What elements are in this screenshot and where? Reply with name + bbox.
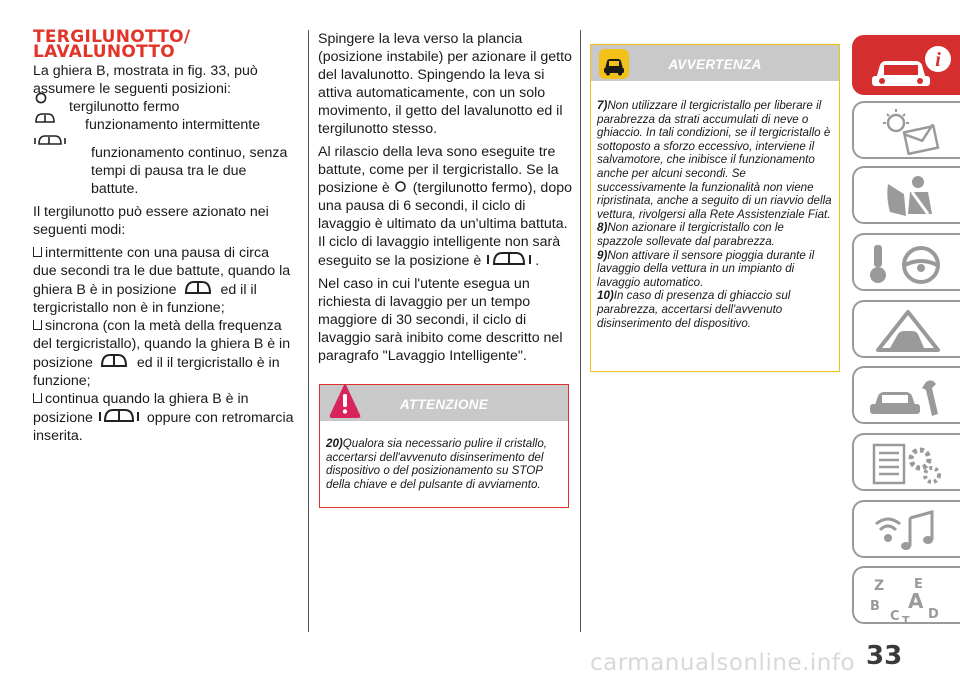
position-off: tergilunotto fermo [33,98,295,116]
warning-header: AVVERTENZA [591,45,839,81]
attention-header: ATTENZIONE [320,385,568,421]
tab-car-info[interactable] [852,35,960,95]
music-note-icon [866,508,956,554]
car-info-icon [866,43,956,91]
svg-text:C: C [890,609,900,624]
svg-text:T: T [902,614,910,624]
tab-maintenance[interactable] [852,366,960,424]
mode-item: continua quando la ghiera B è in posizione oppure con retromarcia inserita. [33,391,294,444]
column-left [33,27,295,445]
mode-item: sincrona (con la metà della frequenza del tergicristallo), quando la ghiera B è in posizione ed il il tergicristallo è in funzione; [33,318,291,389]
wiper-off-icon [394,180,407,193]
column-divider [580,30,581,632]
paragraph: Spingere la leva verso la plancia (posizione instabile) per azionare il getto del lavalunotto. Spingendo la leva si attiva automaticamente, con un solo movimento, il getto del lavalunotto ed il tergilunotto stesso. [318,31,572,137]
wiper-continuous-icon [97,408,141,423]
position-continuous: funzionamento continuo, senza tempi di pausa tra le due battute. [33,134,295,198]
svg-text:D: D [928,607,939,622]
warning-triangle-icon [866,308,956,354]
warning-box [590,44,840,372]
column-divider [308,30,309,632]
tab-multimedia[interactable] [852,500,960,558]
alphabet-index-icon [866,574,956,624]
attention-body: 20)Qualora sia necessario pulire il cristallo, accertarsi dell'avvenuto disinserimento del dispositivo o del posizionamento su STOP della chiave e del pulsante di avviamento. [326,437,548,491]
svg-text:E: E [914,577,923,592]
wiper-intermittent-icon [181,280,215,295]
car-wrench-icon [866,374,956,420]
wiper-continuous-icon [485,251,533,266]
bullet-icon [33,393,42,403]
warning-body: 7)Non utilizzare il tergicristallo per liberare il parabrezza da strati accumulati di neve o ghiaccio. In tali condizioni, se il tergicristallo è sottoposto a sforzo eccessivo, interviene il salvamotore, che inibisce il funzionamento anche per alcuni secondi. Se successivamente la funzionalità non viene ripristinata, anche a seguito di un riavvio della vettura, rivolgersi alla Rete Assistenziale Fiat. 8)Non azionare il tergicristallo con le spazzole sollevate dal parabrezza. 9)Non attivare il sensore pioggia durante il lavaggio della vettura in un impianto di lavaggio automatico. 10)In caso di presenza di ghiaccio sul parabrezza, accertarsi dell'avvenuto disinserimento del dispositivo. [597,99,832,330]
tab-warning-lights[interactable] [852,101,960,159]
intro-paragraph: La ghiera B, mostrata in fig. 33, può assumere le seguenti posizioni: [33,63,258,97]
list-gear-icon [866,441,956,487]
svg-text:i: i [935,49,941,71]
key-steering-wheel-icon [866,241,956,287]
tab-safety[interactable] [852,166,960,224]
svg-text:Z: Z [874,578,885,594]
tab-emergency[interactable] [852,300,960,358]
svg-text:A: A [908,589,924,613]
mode-item: intermittente con una pausa di circa due secondi tra le due battute, quando la ghiera B è in posizione ed il il tergicristallo non è in funzione; [33,245,291,316]
tab-index[interactable] [852,566,960,624]
wiper-intermittent-icon [33,112,57,124]
wiper-off-icon [34,91,48,105]
tab-driving[interactable] [852,233,960,291]
svg-text:B: B [870,599,880,614]
seatbelt-person-icon [866,174,956,220]
section-heading: TERGILUNOTTO/ LAVALUNOTTO [33,27,191,62]
bullet-icon [33,247,42,257]
attention-box [319,384,569,508]
wiper-continuous-icon [33,134,67,146]
paragraph: Nel caso in cui l'utente esegua un richiesta di lavaggio per un tempo maggiore di 30 secondi, il ciclo di lavaggio sarà inibito come descritto nel paragrafo "Lavaggio Intelligente". [318,276,563,364]
modes-intro: Il tergilunotto può essere azionato nei seguenti modi: [33,204,269,238]
column-middle [318,30,572,365]
paragraph: Al rilascio della leva sono eseguite tre battute, come per il tergicristallo. Se la posizione è (tergilunotto fermo), dopo una pausa di 6 secondi, il ciclo di lavaggio è ultimato da un'ultima battuta. Il ciclo di lavaggio intelligente non sarà eseguito se la posizione è . [318,144,572,269]
warning-light-envelope-icon [866,109,956,155]
tab-technical-data[interactable] [852,433,960,491]
bullet-icon [33,320,42,330]
wiper-intermittent-icon [97,353,131,368]
page-number: 33 [866,641,903,671]
watermark: carmanualsonline.info [590,650,856,676]
position-intermittent: funzionamento intermittente [33,116,295,134]
